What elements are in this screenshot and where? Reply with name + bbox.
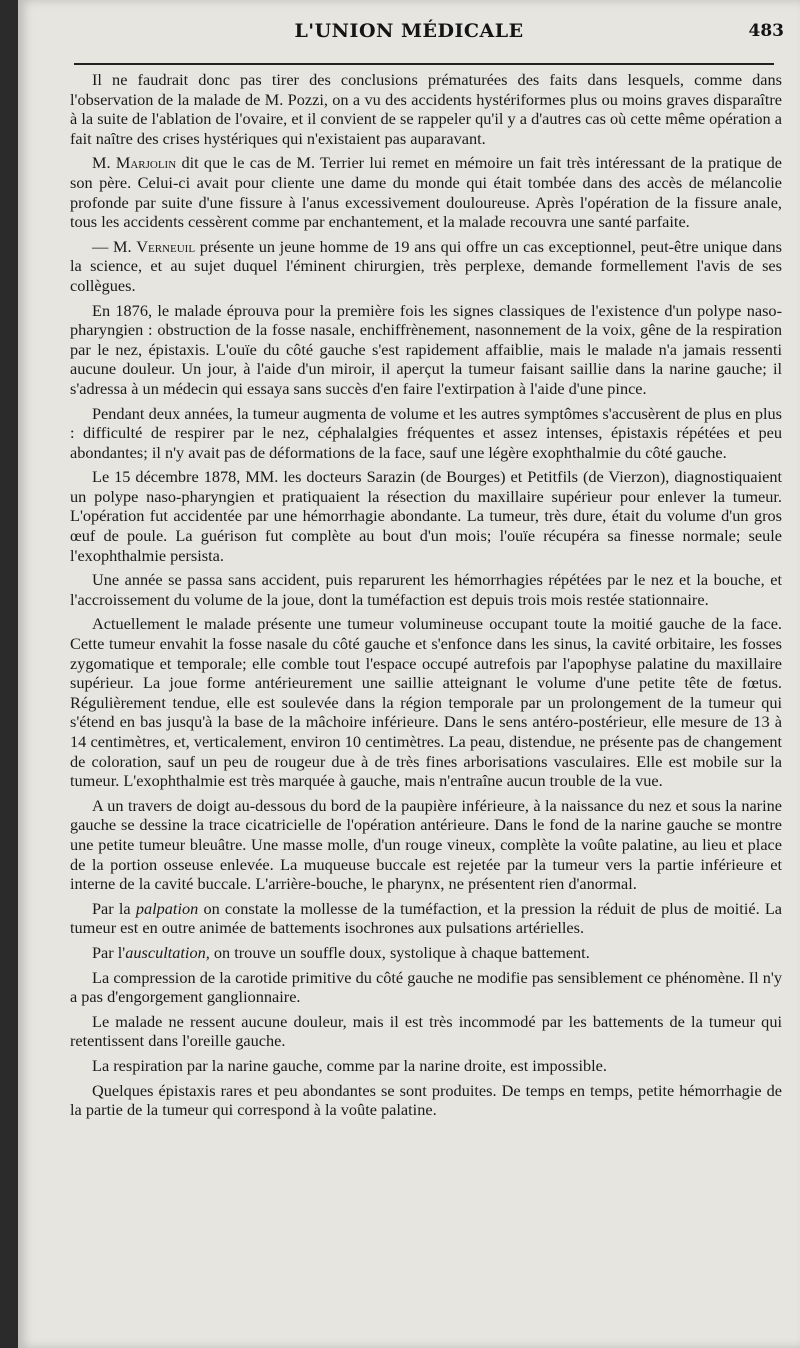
paragraph: A un travers de doigt au-dessous du bord de la paupière inférieure, à la naissance du nez et sous la narine gauche se dessine la trace cicatricielle de l'opération antérieure. Dans le fond de la narine gauche se montre une petite tumeur bleuâtre. Une masse molle, d'un rouge vineux, complète la voûte palatine, au lieu et place de la portion osseuse enlevée. La muqueuse buccale est rejetée par la tumeur vers la partie inférieure et interne de la cavité buccale. L'arrière-bouche, le pharynx, ne présentent rien d'anormal. [70,795,782,894]
article-body [70,70,782,1125]
emphasis: auscultation, [125,942,210,962]
paragraph: Le 15 décembre 1878, MM. les docteurs Sarazin (de Bourges) et Petitfils (de Vierzon), diagnostiquaient un polype naso-pharyngien et pratiquaient la résection du maxillaire supérieur pour enlever la tumeur. L'opération fut accidentée par une hémorrhagie abondante. La tumeur, très dure, était du volume d'un gros œuf de poule. La guérison fut complète au bout d'un mois; l'ouïe récupéra sa finesse normale; seule l'exophthalmie persista. [70,467,782,565]
emphasis: palpation [135,898,199,918]
paragraph: Quelques épistaxis rares et peu abondantes se sont produites. De temps en temps, petite hémorrhagie de la partie de la tumeur qui correspond à la voûte palatine. [70,1080,782,1120]
journal-title: L'UNION MÉDICALE [294,20,524,42]
speaker-name: M. Marjolin [92,153,177,173]
paragraph: M. Marjolin dit que le cas de M. Terrier lui remet en mémoire un fait très intéressant de la pratique de son père. Celui-ci avait pour cliente une dame du monde qui était tombée dans des accès de mélancolie profonde par suite d'une fissure à l'anus excessivement douloureuse. Après l'opération de la fissure anale, tous les accidents cessèrent comme par enchantement, et la malade recouvra une santé parfaite. [70,153,782,232]
paragraph: En 1876, le malade éprouva pour la première fois les signes classiques de l'existence d'un polype naso-pharyngien : obstruction de la fosse nasale, enchiffrènement, nasonnement de la voix, gêne de la respiration par le nez, épistaxis. L'ouïe du côté gauche s'est rapidement affaiblie, mais le malade n'a jamais ressenti aucune douleur. Un jour, à l'aide d'un miroir, il aperçut la tumeur faisant saillie dans la narine gauche; il s'adressa à un médecin qui essaya sans succès d'en faire l'extirpation à l'aide d'une pince. [70,300,782,398]
paragraph: Par l'auscultation, on trouve un souffle doux, systolique à chaque battement. [92,942,590,962]
paragraph: La compression de la carotide primitive du côté gauche ne modifie pas sensiblement ce phénomène. Il n'y a pas d'engorgement ganglionnaire. [70,967,782,1007]
paragraph: Actuellement le malade présente une tumeur volumineuse occupant toute la moitié gauche de la face. Cette tumeur envahit la fosse nasale du côté gauche et s'enfonce dans les sinus, la cavité orbitaire, les fosses zygomatique et temporale; elle comble tout l'espace occupé autrefois par l'apophyse palatine du maxillaire supérieur. La joue forme antérieurement une saillie atteignant le volume d'une petite tête de fœtus. Régulièrement tendue, elle est soulevée dans la région temporale par un prolongement de la tumeur qui s'étend en bas jusqu'à la base de la mâchoire inférieure. Dans le sens antéro-postérieur, elle mesure de 13 à 14 centimètres, et, verticalement, environ 10 centimètres. La peau, distendue, ne présente pas de changement de coloration, sauf un peu de rougeur due à de très fines arborisations vasculaires. Elle est mobile sur la tumeur. L'exophthalmie est très marquée à gauche, mais n'entraîne aucun trouble de la vue. [70,614,782,791]
paragraph: Le malade ne ressent aucune douleur, mais il est très incommodé par les battements de la tumeur qui retentissent dans l'oreille gauche. [70,1011,782,1051]
page-header [18,20,800,50]
document-page [18,0,800,1348]
paragraph: Une année se passa sans accident, puis reparurent les hémorrhagies répétées par le nez et la bouche, et l'accroissement du volume de la joue, dont la tuméfaction est depuis trois mois restée stationnaire. [70,570,782,609]
paragraph: Pendant deux années, la tumeur augmenta de volume et les autres symptômes s'accusèrent de plus en plus : difficulté de respirer par le nez, céphalalgies fréquentes et assez intenses, épistaxis répétées et peu abondantes; il n'y avait pas de déformations de la face, sauf une légère exophthalmie du côté gauche. [70,403,782,462]
page-number: 483 [748,21,784,41]
paragraph: Il ne faudrait donc pas tirer des conclusions prématurées des faits dans lesquels, comme dans l'observation de la malade de M. Pozzi, on a vu des accidents hystériformes plus ou moins graves disparaître à la suite de l'ablation de l'ovaire, et il convient de se rappeler qu'il y a d'autres cas où cette même opération a fait naître des crises hystériques qui n'existaient pas auparavant. [70,70,782,148]
paragraph: La respiration par la narine gauche, comme par la narine droite, est impossible. [92,1055,607,1075]
header-rule [74,63,774,65]
paragraph: — M. Verneuil présente un jeune homme de 19 ans qui offre un cas exceptionnel, peut-être unique dans la science, et au sujet duquel l'éminent chirurgien, très perplexe, demande formellement l'avis de ses collègues. [70,236,782,295]
speaker-name: Verneuil [136,236,196,256]
paragraph: Par la palpation on constate la mollesse de la tuméfaction, et la pression la réduit de plus de moitié. La tumeur est en outre animée de battements isochrones aux pulsations artérielles. [70,898,783,938]
